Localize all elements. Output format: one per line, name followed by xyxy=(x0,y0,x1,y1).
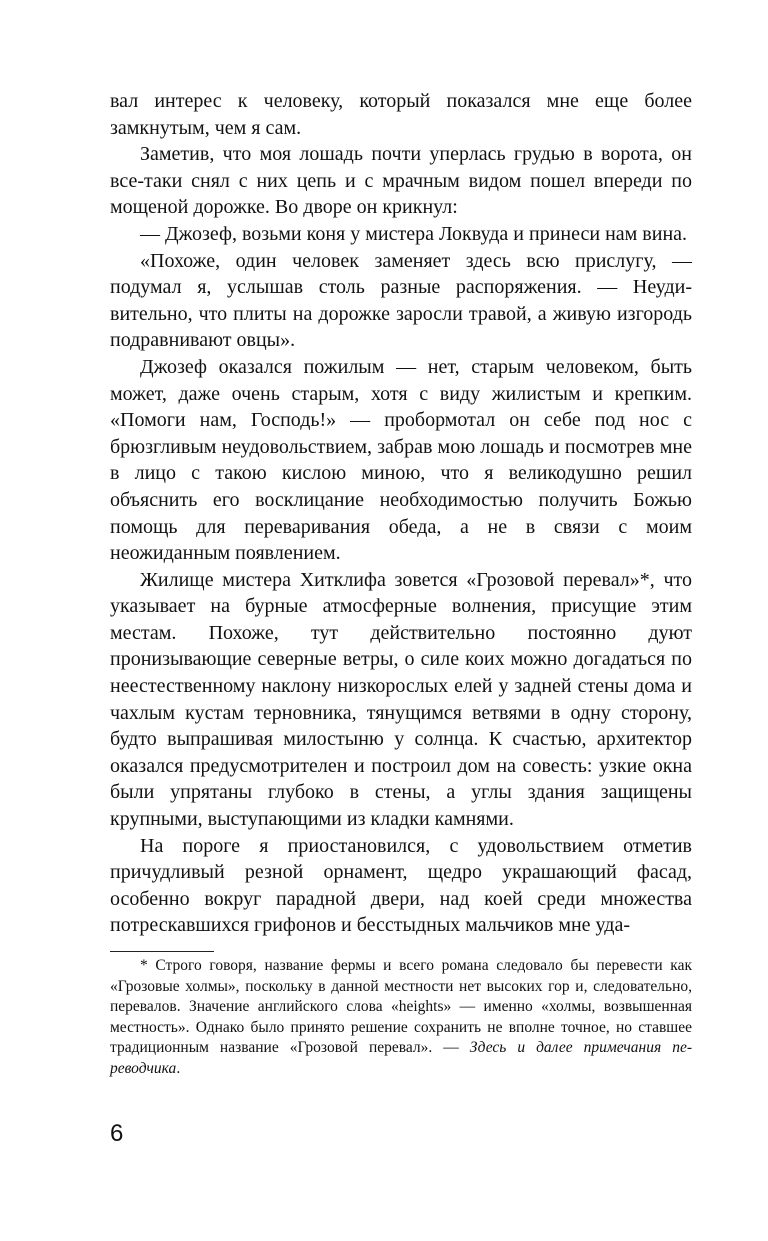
main-text xyxy=(110,88,692,939)
paragraph-servant-thought: «Похоже, один человек заменяет здесь всю прислугу, — подумал я, услышав столь разные распоряжения. — Неудивительно, что плиты на дорожке заросли травой, а живую изгородь подравнивают овцы». xyxy=(110,249,692,352)
footnote-translator-note: Здесь и далее примечания переводчика xyxy=(110,1039,692,1077)
paragraph-horse-at-gate: Заметив, что моя лошадь почти уперлась грудью в ворота, он все-таки снял с них цепь и с мрачным видом пошел впереди по мощеной дорожке. Во дворе он крикнул: xyxy=(110,143,692,219)
paragraph-wuthering-heights: Жилище мистера Хитклифа зовется «Грозовой перевал»*, что указывает на бурные атмосферные волнения, присущие этим местам. Похоже, тут действительно постоянно дуют пронизывающие северные ветры, о силе коих можно догадаться по неестественному наклону низкорослых елей у задней стены дома и чахлым кустам терновника, тянущимся ветвями в одну сторону, будто выпрашивая милостыню у солнца. К счастью, архитектор оказался предусмотрителен и построил дом на совесть: узкие окна были упрятаны глубоко в стены, а углы здания защищены крупными, выступающими из кладки камнями. xyxy=(110,568,692,831)
paragraph-joseph-description: Джозеф оказался пожилым — нет, старым человеком, быть может, даже очень старым, хотя с виду жилистым и крепким. «Помоги нам, Господь!» — пробормотал он себе под нос с брюзгливым неудовольствием, забрав мою лошадь и посмотрев мне в лицо с такою кислою миною, что я великодушно решил объяснить его восклицание необходимостью получить Божью помощь для переваривания обеда, а не в связи с моим неожиданным появлением. xyxy=(110,355,692,565)
paragraph-joseph-call: — Джозеф, возьми коня у мистера Локвуда и принеси нам вина. xyxy=(140,222,688,245)
footnote-end: . xyxy=(176,1059,181,1077)
paragraph-continued: вал интерес к человеку, который показался мне еще более замкнутым, чем я сам. xyxy=(110,90,692,139)
footnote xyxy=(110,956,692,1080)
footnote-text: * Строго говоря, название фермы и всего романа следовало бы перевести как «Грозовые холмы», поскольку в данной местности нет высоких гор и, следовательно, перевалов. Значение английского слова «heights» — именно «холмы, возвышенная местность». Однако было принято решение сохранить не вполне точное, но ставшее традиционным название «Грозовой перевал». — xyxy=(110,957,692,1057)
paragraph-threshold: На пороге я приостановился, с удовольствием отметив причудливый резной орнамент, щедро украшающий фасад, особенно вокруг парадной двери, над коей среди множества потрескавшихся грифонов и бесстыдных мальчиков мне уда- xyxy=(110,834,692,937)
page-number: 6 xyxy=(110,1120,124,1147)
footnote-divider xyxy=(110,951,214,952)
